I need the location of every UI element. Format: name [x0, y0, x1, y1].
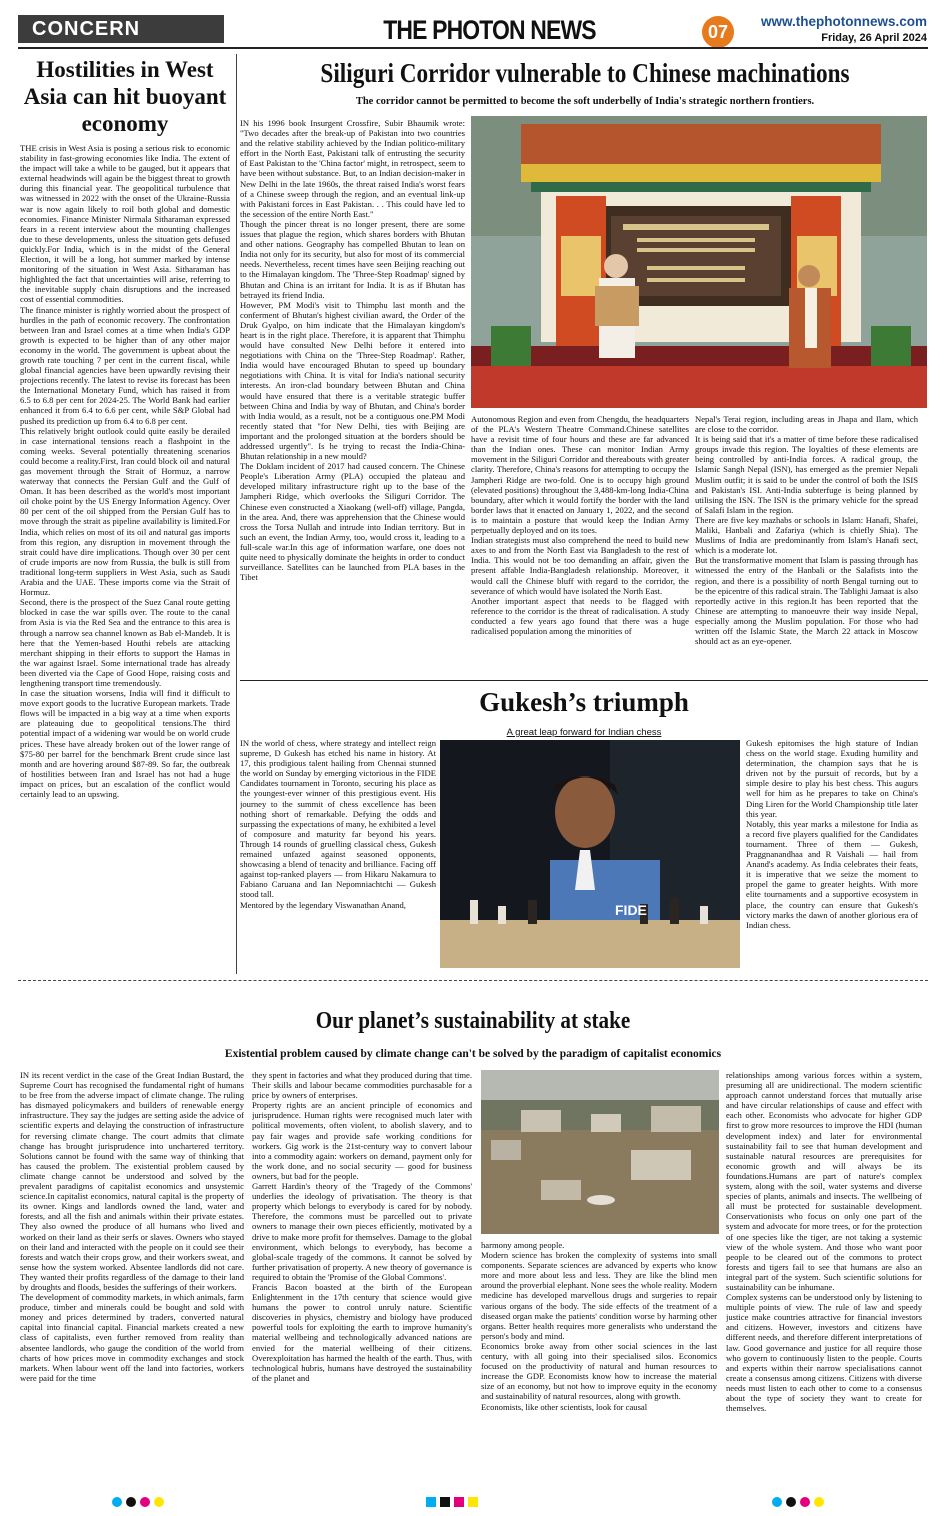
- article-subtitle-gukesh: A great leap forward for Indian chess: [506, 727, 662, 738]
- paragraph: Economists, like other scientists, look for causal: [481, 1401, 648, 1412]
- photo-gukesh-illustration: [440, 740, 740, 968]
- article-body-planet-col1: [20, 1070, 244, 1486]
- article-title-west-asia: Hostilities in West Asia can hit buoyant economy: [23, 57, 227, 136]
- photo-modi-bhutan: [471, 116, 927, 408]
- article-title-gukesh: Gukesh’s triumph: [479, 687, 689, 717]
- section-rule: [240, 680, 928, 681]
- section-divider: [18, 980, 928, 982]
- paragraph: IN the world of chess, where strategy and intellect reign supreme, D Gukesh has etched his name in history. At 17, this prodigious talent hailing from Chennai stunned the world on Sunday by emerging victorious in the FIDE Candidates tournament in Toronto, securing his place as the youngest-ever winner of this prestigious event. His journey to the summit of chess excellence has been nothing short of remarkable. Defying the odds and surpassing the expectations of many, he exhibited a level of composure and maturity far beyond his years. Through 14 rounds of gruelling classical chess, Gukesh remained unfazed against seasoned opponents, showcasing a blend of tenacity and brilliance. Facing off against top-ranked players — from Hikaru Nakamura to Fabiano Caruana and Ian Nepomniachtchi — Gukesh stood tall.: [240, 738, 436, 900]
- article-body-planet-col2: [252, 1070, 472, 1486]
- paragraph: Autonomous Region and even from Chengdu, the headquarters of the PLA's Western Theatre Command.Chinese satellites have a revisit time of four hours and these are far advanced than the Indian ones. These can monitor Indian Army movement in the Siliguri Corridor and thereabouts with greater clarity. Therefore, China's reasons for attempting to occupy the Jampheri Ridge are two-fold. One is to occupy high ground (elevated positions) throughout the 3,488-km-long India-China boundary, after which it would fortify the border with the land border laws that it enacted on January 1, 2022, and the second is to maintain a posture that would keep the Indian Army perpetually deployed and on its toes.: [471, 414, 689, 536]
- photo-gukesh: [440, 740, 740, 968]
- paragraph: It is being said that it's a matter of time before these radicalised groups invade this region. The loyalties of these elements are being controlled by anti-India forces. A radical group, the Islamic Sangh Nepal (ISN), has emerged as the premier Nepali Muslim outfit; it is said to be under the control of both the ISIS and Pakistan's ISI. Anti-India subterfuge is being planned by utilising the ISN. The ISN is the primary vehicle for the spread of Salafi Islam in the region.: [695, 434, 918, 515]
- paragraph: The Doklam incident of 2017 had caused concern. The Chinese People's Liberation Army (PLA) occupied the plateau and developed military infrastructure right up to the base of the Jampheri Ridge, which overlooks the Siliguri Corridor. The Chinese even constructed a Xiaokang (well-off) village, Pangda, in the area. And, there was apprehension that the Chinese would cross the Torsa Nullah and intrude into Indian territory. But in such an event, the Indian Army, too, would cross it, leading to a full-scale war.In this age of information warfare, one does not quite need to physically dominate the heights in order to conduct surveillance. Satellites can be launched from PLA bases in the Tibet: [240, 461, 465, 583]
- masthead: THE PHOTON NEWS: [383, 15, 596, 45]
- paragraph: harmony among people.: [481, 1240, 565, 1250]
- registration-mark-cyan: [112, 1497, 122, 1507]
- registration-mark-yellow: [814, 1497, 824, 1507]
- issue-date: Friday, 26 April 2024: [821, 32, 927, 44]
- photo-modi-bhutan-illustration: [471, 116, 927, 408]
- photo-flood: [481, 1070, 719, 1234]
- paragraph: Modern science has broken the complexity of systems into small components. Separate sciences are advanced by experts who know more and more about less and less. They are like the blind men around the proverbial elephant. None sees the whole reality. Modern medicine has developed marvellous drugs and surgeries to repair various organs of the body. The side effects of the treatment of a diseased organ make the patients' condition worse by harming other organs. Better health requires more generalists who understand the person's body and mind.: [481, 1250, 717, 1341]
- paragraph: There are five key mazhabs or schools in Islam: Hanafi, Shafei, Maliki, Hanbali and Zafariya (which is chiefly Shia). The Muslims of India are predominantly from Islam's Hanafi sect, which is a moderate lot.: [695, 514, 918, 556]
- paragraph: Economics broke away from other social sciences in the last century, with all going into their specialised silos. Economics focused on the productivity of natural and human resources to increase the GDP. Economists know how to increase the material size of an economy, but not how to improve equity in the economy and sustainability of natural resources, along with growth.: [481, 1340, 717, 1402]
- registration-mark-cyan: [772, 1497, 782, 1507]
- photo-fide-logo: FIDE: [615, 902, 647, 918]
- article-title-planet: Our planet’s sustainability at stake: [315, 1008, 631, 1034]
- paragraph: IN its recent verdict in the case of the Great Indian Bustard, the Supreme Court has recognised the fundamental right of humans to be free from the adverse impact of climate change. The ruling has dismayed policymakers and builders of renewable energy infrastructure. They say the judges are setting aside the advice of scientific experts and delaying the construction of infrastructure for reversing climate change. The court admits that climate change has brought jurisprudence into unchartered territory. Solutions cannot be found with the same way of thinking that has caused the problem. The existential problem caused by climate change cannot be understood and solved by the prevalent paradigms of capitalist economics and unsystemic science.In capitalist economics, natural capital is the property of its owner. Kings and landlords owned the land, water and forests, and all the fish and animals within their private estates. They also owned the produce of all humans who lived and worked on their land as their serfs or slaves. Owners who stayed on their land and interacted with the people on it could see their forests and watch their crops grow, and their workers sweat, and sense how the system worked. Absentee landlords did not care. They wanted their profits regardless of the damage to their land by droughts and floods, besides the sufferings of their workers.: [20, 1070, 244, 1292]
- paragraph: In case the situation worsens, India will find it difficult to move export goods to the lucrative European markets. Trade flows will be impacted in a big way at a time when exports are plateauing due to geopolitical tensions.The third potential impact of a widening war would be on world crude prices. These have already broken out of the lower range of $75-80 per barrel for the benchmark Brent crude since last month and are hovering around $87-89. So far, the outbreak of hostilities between Iran and Israel has not had a huge impact on prices, but an escalation of the conflict would certainly lead to an upswing.: [20, 688, 230, 799]
- paragraph: But the transformative moment that Islam is passing through has witnessed the entry of the Hanbali or the Salafists into the region, and there is a possibility of north Bengal turning out to be the epicentre of this radical strain. The Tablighi Jamaat is also reportedly active in this region.It has been reported that the Chinese are attempting to manoeuvre their way inside Nepal, especially among the Muslim population. For those who had written off the Islamic State, the March 22 attack in Moscow should act as an eye-opener.: [695, 555, 918, 647]
- registration-mark-magenta: [800, 1497, 810, 1507]
- paragraph: IN his 1996 book Insurgent Crossfire, Subir Bhaumik wrote: "Two decades after the break-up of Pakistan into two countries and the relative stability achieved by the Indian politico-military effort in the North East, Pakistani talk of entrusting the security of East Pakistan to the 'China factor' might, in retrospect, seem to have been without substance. But, to an Indian decision-maker in New Delhi in the late 1960s, the threat raised India's worst fears of a Chinese sweep through the region, and an eventual link-up with Pakistani forces in East Pakistan. . . This could have led to the secession of the entire North East.": [240, 118, 465, 219]
- paragraph: Indian strategists must also comprehend the need to build new axes to and from the North East via Bangladesh to the rest of India. This would not be too demanding an affair, given the present affable India-Bangladesh relationship. Moreover, it would call the Chinese bluff with regard to the corridor, the severance of which would have isolated the North East.: [471, 535, 689, 596]
- paragraph: The finance minister is rightly worried about the prospect of hurdles in the path of economic recovery. The confrontation between Iran and Israel comes at a time when India's GDP growth is expected to be higher than of any other major economy in the world. The government is upbeat about the growth rate touching 7 per cent in the current fiscal, while global financial agencies have been upwardly revising their projections recently. The latest to revise its forecast has been the International Monetary Fund, which has raised it from 6.5 to 6.8 per cent for 2024-25. The World Bank had earlier enhanced it from 6.4 to 6.6 per cent, while S&P Global had pushed its prediction up from 6.4 to 6.8 per cent.: [20, 304, 230, 426]
- paragraph: Nepal's Terai region, including areas in Jhapa and Ilam, which are close to the corridor.: [695, 414, 918, 435]
- article-subtitle-siliguri: The corridor cannot be permitted to become the soft underbelly of India's strategic northern frontiers.: [355, 96, 815, 107]
- paragraph: Garrett Hardin's theory of the 'Tragedy of the Commons' underlies the ideology of privatisation. The theory is that property which belongs to everybody is cared for by nobody. Therefore, the commons must be parcelled out to private owners to manage their own pieces efficiently, motivated by a drive to make more profit for themselves. Damage to the global environment, which belongs to everybody, has become a global-scale tragedy of the commons. It cannot be solved by further privatisation of property. A new theory of governance is required to obtain the 'Promise of the Global Commons'.: [252, 1181, 472, 1282]
- article-body-siliguri-col3: [695, 414, 918, 674]
- paragraph: Francis Bacon boasted at the birth of the European Enlightenment in the 17th century that science would give humans the power to control unruly nature. Scientific discoveries in physics, chemistry and biology have produced powerful tools for exploiting the earth to improve humanity's material wellbeing and technologically advanced nations are envied for the material wellbeing of their citizens. Overexploitation has harmed the health of the earth. Thus, with technological hubris, humans have destroyed the sustainability of the planet and: [252, 1281, 472, 1383]
- article-body-west-asia: [20, 143, 230, 975]
- color-bar-magenta: [454, 1497, 464, 1507]
- header-rule: [18, 47, 928, 49]
- article-body-siliguri-col1: [240, 118, 465, 674]
- paragraph: Property rights are an ancient principle of economics and jurisprudence. Human rights were recognised much later with political movements, often violent, to abolish slavery, and to pay fair wages and provide safe working conditions for workers. Gig work is the 21st-century way to convert labour into a commodity again: workers on demand, payment only for the work done, and no social security — good for business owners, but bad for the people.: [252, 1100, 472, 1181]
- article-subtitle-planet: Existential problem caused by climate change can't be solved by the paradigm of capitalist economics: [224, 1048, 722, 1060]
- article-body-gukesh-col2: [746, 738, 918, 970]
- paragraph: relationships among various forces within a system, presuming all are unidirectional. The modern scientific approach cannot understand forces that mutually arise and have circular relationships of cause and effect with each other. Economists who advocate for higher GDP first to grow more resources to improve the HDI (human development index) and later for environmental sustainability fail to see that human development and sustainable natural resources are prerequisites for economic growth and will always be its foundations.Humans are part of nature's complex system, along with the soil, water systems and diverse species of plants, animals and insects. The wellbeing of all must be protected for sustainable development. Conservationists who focus on only one part of the system and advocate for more trees, or for the protection of one species like the tiger, are not taking a systemic view of the whole system. And those who want poor people to be cleared out of the commons to protect forests and tigers fail to see that humans are also an integral part of the system. Such scientific solutions for sustainability can be inhumane.: [726, 1070, 922, 1292]
- paragraph: Gukesh epitomises the high stature of Indian chess on the world stage. Exuding humility and determination, the champion says that he is driven not by the pursuit of records, but by a simple desire to play his best chess. This augurs well for him as he prepares to take on China's Ding Liren for the World Championship title later this year.: [746, 738, 918, 819]
- website-link[interactable]: www.thephotonnews.com: [760, 14, 927, 29]
- article-body-planet-col3: [481, 1240, 717, 1486]
- paragraph: Complex systems can be understood only by listening to multiple points of view. The rule of law and speedy justice make countries attractive for financial investors and citizens. However, investors and citizens have different needs, and therefore different interpretations of law. Good governance and justice for all require those who govern to continuously listen to the people. Courts and experts within their narrow specialisations cannot create a consensus among citizens. Citizens with diverse needs must listen to each other to come to a consensus about the type of society they want to create for themselves.: [726, 1292, 922, 1414]
- column-divider: [236, 54, 237, 974]
- photo-flood-illustration: [481, 1070, 719, 1234]
- paragraph: Notably, this year marks a milestone for India as a record five players qualified for the Candidates tournament. Three of them — Gukesh, Praggnanandhaa and R Vaishali — hail from Anand's academy. As India celebrates their feats, it is imperative that we seize the moment to propel the game to greater heights. With more elite tournaments and a supportive ecosystem in place, the country can ensure that Gukesh's victory marks the dawn of another glorious era of Indian chess.: [746, 818, 918, 930]
- color-bar-black: [440, 1497, 450, 1507]
- paragraph: The development of commodity markets, in which animals, farm produce, timber and minerals could be bought and sold with money and prices determined by traders, converted natural capital into financial capital. Financial markets created a new class of capitalists, even further removed from reality than absentee landlords, who gauge the condition of the world from charts of how prices move in commodity exchanges and stock markets. When labour went off the land into factories, workers were paid for the time: [20, 1292, 244, 1383]
- section-label: CONCERN: [18, 15, 224, 43]
- registration-mark-yellow: [154, 1497, 164, 1507]
- page-number: 07: [702, 16, 734, 48]
- article-title-siliguri: Siliguri Corridor vulnerable to Chinese machinations: [320, 58, 850, 88]
- registration-mark-black: [786, 1497, 796, 1507]
- paragraph: Mentored by the legendary Viswanathan Anand,: [240, 899, 406, 910]
- color-bar-yellow: [468, 1497, 478, 1507]
- paragraph: However, PM Modi's visit to Thimphu last month and the conferment of Bhutan's highest civilian award, the Order of the Druk Gyalpo, on him indicate that the Himalayan kingdom's heart is in the right place. Therefore, it is apparent that Thimphu would have consulted New Delhi before it entered into negotiations with China on the 'Three-Step Roadmap'. Rather, India would have encouraged Bhutan to speed up boundary negotiations with China. It is vital for India's national security interests. An iron-clad boundary between Bhutan and China would have ensured that there is a veritable strategic buffer between China and India by way of Bhutan, and China's border with India would, as a result, not be a contiguous one.PM Modi recently stated that "for New Delhi, ties with Beijing are important and the prolonged situation at the borders should be addressed urgently". Is he trying to recast the India-China-Bhutan relationship in a new mould?: [240, 299, 465, 462]
- paragraph: THE crisis in West Asia is posing a serious risk to economic stability in fast-growing economies like India. The extent of the impact will take a while to be gauged, but it appears that external headwinds will again be the biggest threat to growth during this financial year. The geopolitical turbulence that was witnessed in 2022 with the onset of the Ukraine-Russia war is now again likely to roil both global and domestic economies. Finance Minister Nirmala Sitharaman expressed fears in a recent interview about the mounting challenges due to these developments, unless the situation gets defused quickly.For India, which is in the midst of the General Election, it will be a long, hot summer marked by intense monitoring of the situation in West Asia. Sitharaman has highlighted the fact that uncertainties will arise, referring to the inevitable supply chain disruptions and the increased cost of essential commodities.: [20, 143, 230, 305]
- paragraph: This relatively bright outlook could quite easily be derailed in case international tensions reach a flashpoint in the coming weeks. Several potentially threatening scenarios could become a reality.First, Iran could block oil and natural gas movement through the Strait of Hormuz, a narrow waterway that connects the Persian Gulf and the Gulf of Oman. It has been described as the world's most important oil choke point by the US Energy Information Agency. Over 80 per cent of the oil shipped from the Persian Gulf has to move through the strait as pipeline availability is limited.For India, which relies on most of its oil and natural gas imports from this region, any disruption in movement through the strait could have dire implications. Though over 30 per cent of crude imports are now from Russia, the bulk is still from traditional long-term suppliers in West Asia, such as Saudi Arabia and the UAE. These imports come via the Strait of Hormuz.: [20, 425, 230, 598]
- color-bar-cyan: [426, 1497, 436, 1507]
- registration-mark-magenta: [140, 1497, 150, 1507]
- article-body-gukesh-col1: [240, 738, 436, 970]
- paragraph: Another important aspect that needs to be flagged with reference to the corridor is the threat of radicalisation. A study conducted a few years ago found that there was a huge radicalised population among the minorities of: [471, 595, 689, 636]
- paragraph: Though the pincer threat is no longer present, there are some issues that plague the region, which shares borders with Bhutan and other nations. Geography has compelled Bhutan to lean on India not only for its security, but also for most of its commercial needs. Nevertheless, recent times have seen Beijing reaching out to the Himalayan kingdom. The 'Three-Step Roadmap' signed by Bhutan and China is an irritant for India. It is as if Bhutan has betrayed its friend India.: [240, 218, 465, 300]
- registration-mark-black: [126, 1497, 136, 1507]
- article-body-planet-col4: [726, 1070, 922, 1486]
- paragraph: they spent in factories and what they produced during that time. Their skills and labour became commodities purchasable for a price by owners of enterprises.: [252, 1070, 472, 1101]
- article-body-siliguri-col2: [471, 414, 689, 674]
- paragraph: Second, there is the prospect of the Suez Canal route getting blocked in case the war spills over. The route to the canal from Asia is via the Red Sea and the entrance to this area is through a narrow sea channel known as Bab el-Mandeb. It is here that the Yemen-based Houthi rebels are attacking merchant shipping in their efforts to support the Hamas in the war against Israel. Some international trade has already been diverted via the Cape of Good Hope, raising costs and lengthening transport time tremendously.: [20, 597, 230, 688]
